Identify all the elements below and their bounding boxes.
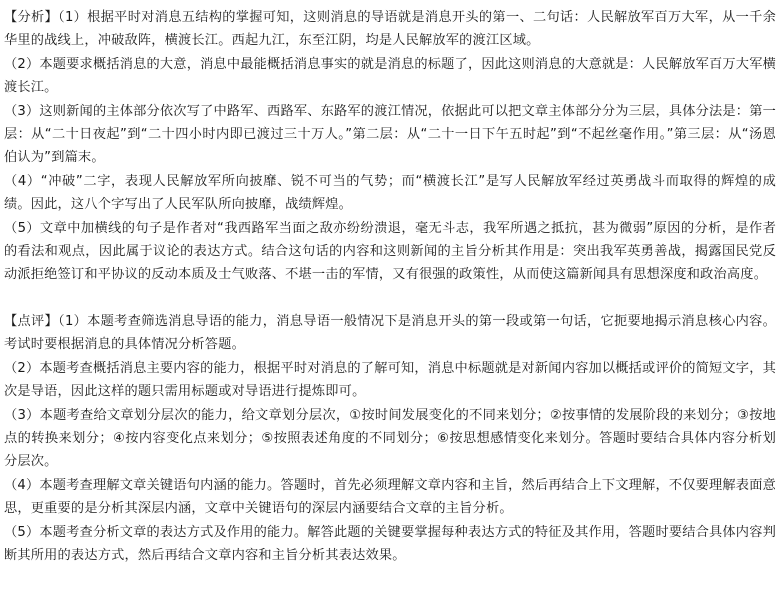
review-paragraph-5: （5）本题考查分析文章的表达方式及作用的能力。解答此题的关键要掌握每种表达方式的特征及其作用，答题时要结合具体内容判断其所用的表达方式，然后再结合文章内容和主旨分析其表达效果。 <box>4 524 776 563</box>
analysis-paragraph-1: 【分析】（1）根据平时对消息五结构的掌握可知，这则消息的导语就是消息开头的第一、二句话：人民解放军百万大军，从一千余华里的战线上，冲破敌阵，横渡长江。西起九江，东至江阴，均是人民解放军的渡江区域。 <box>4 10 776 49</box>
review-paragraph-2: （2）本题考查概括消息主要内容的能力，根据平时对消息的了解可知，消息中标题就是对新闻内容加以概括或评价的简短文字，其次是导语，因此这样的题只需用标题或对导语进行提炼即可。 <box>4 360 776 400</box>
review-section <box>4 310 776 567</box>
review-paragraph-3: （3）本题考查给文章划分层次的能力，给文章划分层次，①按时间发展变化的不同来划分；②按事情的发展阶段的来划分；③按地点的转换来划分；④按内容变化点来划分；⑤按照表述角度的不同划分；⑥按思想感情变化来划分。答题时要结合具体内容分析划分层次。 <box>4 407 776 470</box>
analysis-section <box>4 6 776 287</box>
analysis-paragraph-4: （4）“冲破”二字，表现人民解放军所向披靡、锐不可当的气势；而“横渡长江”是写人民解放军经过英勇战斗而取得的辉煌的成绩。因此，这八个字写出了人民军队所向披靡，战绩辉煌。 <box>4 173 776 213</box>
review-paragraph-4: （4）本题考查理解文章关键语句内涵的能力。答题时，首先必须理解文章内容和主旨，然后再结合上下文理解，不仅要理解表面意思，更重要的是分析其深层内涵，文章中关键语句的深层内涵要结合文章的主旨分析。 <box>4 477 776 517</box>
review-paragraph-1: 【点评】（1）本题考查筛选消息导语的能力，消息导语一般情况下是消息开头的第一段或第一句话，它扼要地揭示消息核心内容。考试时要根据消息的具体情况分析答题。 <box>4 313 776 353</box>
analysis-paragraph-2: （2）本题要求概括消息的大意，消息中最能概括消息事实的就是消息的标题了，因此这则消息的大意就是：人民解放军百万大军横渡长江。 <box>4 56 776 96</box>
analysis-paragraph-5: （5）文章中加横线的句子是作者对“我西路军当面之敌亦纷纷溃退，毫无斗志，我军所遇之抵抗，甚为微弱”原因的分析，是作者的看法和观点，因此属于议论的表达方式。结合这句话的内容和这则新闻的主旨分析其作用是：突出我军英勇善战，揭露国民党反动派拒绝签订和平协议的反动本质及士气败落、不堪一击的军情，又有很强的政策性，从而使这篇新闻具有思想深度和政治高度。 <box>4 220 776 283</box>
analysis-paragraph-3: （3）这则新闻的主体部分依次写了中路军、西路军、东路军的渡江情况，依据此可以把文章主体部分分为三层，具体分法是：第一层：从“二十日夜起”到“二十四小时内即已渡过三十万人。”第二层：从“二十一日下午五时起”到“不起丝毫作用。”第三层：从“汤恩伯认为”到篇末。 <box>4 103 776 166</box>
